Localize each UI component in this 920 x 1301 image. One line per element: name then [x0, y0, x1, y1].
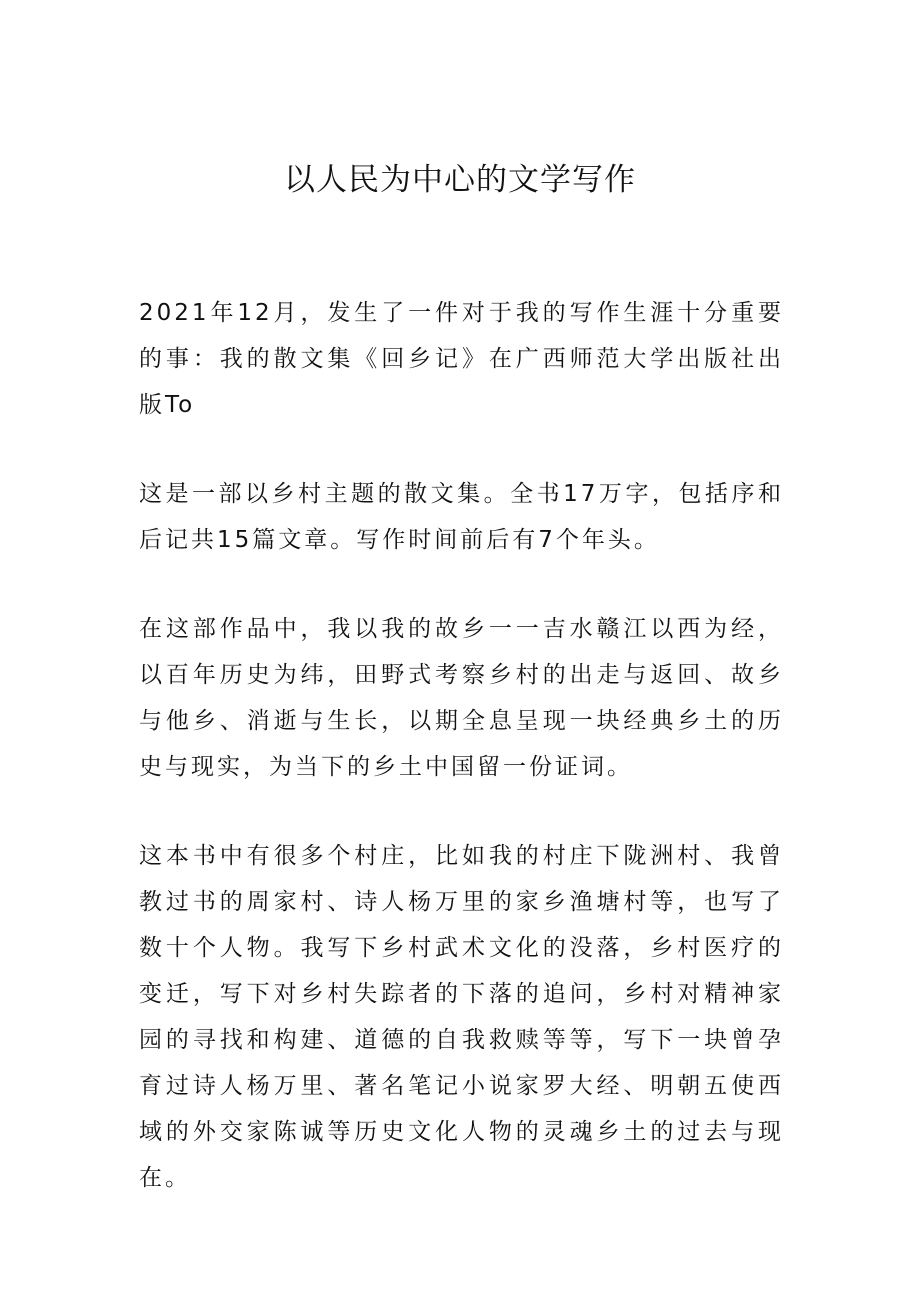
document-body: [139, 290, 784, 1244]
paragraph-villages-and-people: 这本书中有很多个村庄，比如我的村庄下陇洲村、我曾教过书的周家村、诗人杨万里的家乡渔塘村等，也写了数十个人物。我写下乡村武术文化的没落，乡村医疗的变迁，写下对乡村失踪者的下落的追问，乡村对精神家园的寻找和构建、道德的自我救赎等等，写下一块曾孕育过诗人杨万里、著名笔记小说家罗大经、明朝五使西域的外交家陈诚等历史文化人物的灵魂乡土的过去与现在。: [139, 843, 784, 1191]
paragraph-work-theme: 在这部作品中，我以我的故乡一一吉水赣江以西为经，以百年历史为纬，田野式考察乡村的出走与返回、故乡与他乡、消逝与生长，以期全息呈现一块经典乡土的历史与现实，为当下的乡土中国留一份证词。: [139, 616, 784, 780]
paragraph-book-overview: 这是一部以乡村主题的散文集。全书17万字，包括序和后记共15篇文章。写作时间前后有7个年头。: [139, 481, 784, 553]
paragraph-publication: 2021年12月，发生了一件对于我的写作生涯十分重要的事：我的散文集《回乡记》在广西师范大学出版社出版To: [139, 300, 784, 418]
document-title: 以人民为中心的文学写作: [284, 162, 636, 198]
